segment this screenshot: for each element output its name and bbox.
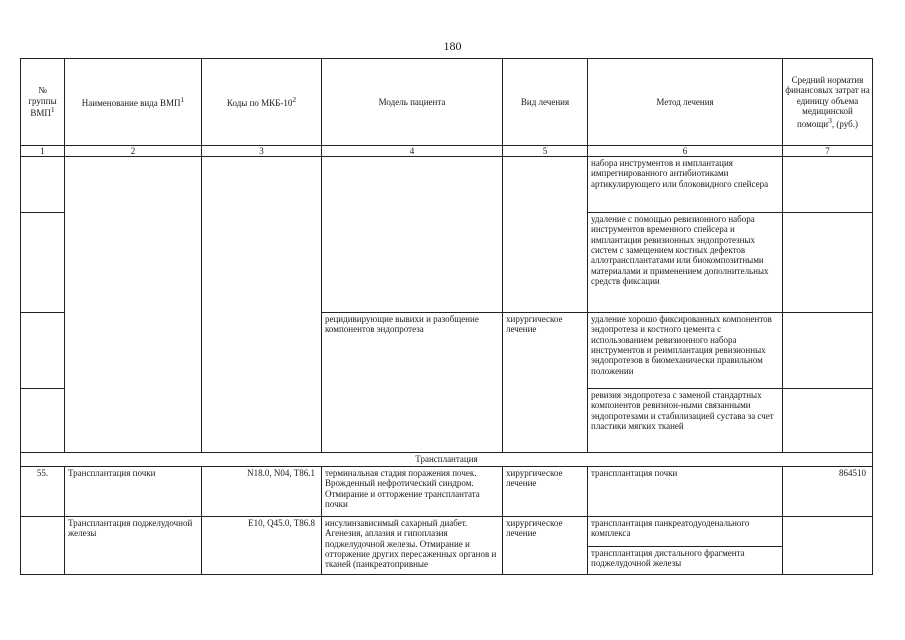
cell-empty: [783, 517, 873, 575]
cell-patient-model: инсулинзависимый сахарный диабет. Агенезия, аплазия и гипоплазия поджелудочной железы. Отмирание и отторжение других пересаженных органов и тканей (панкреатопривные: [322, 517, 503, 575]
cell-empty: [503, 157, 588, 313]
vmp-table: [20, 58, 873, 575]
cell-vmp-name: Трансплантация почки: [65, 467, 202, 517]
cell-method: ревизия эндопротеза с заменой стандартных компонентов ревизион-ными связанными эндопротезами и стабилизацией сустава за счет пластики мягких тканей: [588, 389, 783, 453]
cell-method: набора инструментов и имплантация импрегнированного антибиотиками артикулирующего или блоковидного спейсера: [588, 157, 783, 213]
cell-method: трансплантация дистального фрагмента поджелудочной железы: [588, 547, 783, 575]
cell-empty: [202, 157, 322, 453]
column-number: 1: [21, 146, 65, 157]
header-icd-codes: Коды по МКБ-$10^2$: [202, 59, 322, 146]
cell-empty: [21, 157, 65, 213]
cell-empty: [322, 157, 503, 313]
cell-group-number: 55.: [21, 467, 65, 517]
column-number: 4: [322, 146, 503, 157]
column-number: 3: [202, 146, 322, 157]
cell-method: трансплантация панкреатодуоденального комплекса: [588, 517, 783, 547]
table-row: [21, 517, 873, 547]
cell-treatment-type: хирургическое лечение: [503, 313, 588, 453]
column-number-row: [21, 146, 873, 157]
header-group-number: № группы ВМП$^1$: [21, 59, 65, 146]
table-row: [21, 467, 873, 517]
section-title: Трансплантация: [21, 453, 873, 467]
header-treatment-type: Вид лечения: [503, 59, 588, 146]
cell-empty: [783, 157, 873, 213]
column-number: 7: [783, 146, 873, 157]
column-number: 6: [588, 146, 783, 157]
page-number: 180: [443, 39, 462, 53]
cell-empty: [21, 213, 65, 313]
cell-cost: 864510: [783, 467, 873, 517]
cell-empty: [783, 213, 873, 313]
header-treatment-method: Метод лечения: [588, 59, 783, 146]
cell-empty: [783, 313, 873, 389]
column-number: 2: [65, 146, 202, 157]
cell-vmp-name: Трансплантация поджелудочной железы: [65, 517, 202, 575]
header-patient-model: Модель пациента: [322, 59, 503, 146]
cell-empty: [21, 313, 65, 389]
cell-empty: [21, 389, 65, 453]
header-vmp-name: Наименование вида ВМП$^1$: [65, 59, 202, 146]
table-row: [21, 157, 873, 213]
cell-method: удаление хорошо фиксированных компонентов эндопротеза и костного цемента с использованием ревизионного набора инструментов и реимплантация ревизионных эндопротезов в биомеханически правильном положении: [588, 313, 783, 389]
header-average-cost: Средний норматив финансовых затрат на единицу объема медицинской помощи$^3$, (руб.): [783, 59, 873, 146]
cell-patient-model: рецидивирующие вывихи и разобщение компонентов эндопротеза: [322, 313, 503, 453]
cell-treatment-type: хирургическое лечение: [503, 517, 588, 575]
header-row: [21, 59, 873, 146]
cell-icd-codes: N18.0, N04, T86.1: [202, 467, 322, 517]
cell-empty: [21, 517, 65, 575]
cell-treatment-type: хирургическое лечение: [503, 467, 588, 517]
cell-empty: [65, 157, 202, 453]
cell-empty: [783, 389, 873, 453]
cell-patient-model: терминальная стадия поражения почек. Врожденный нефротический синдром. Отмирание и отторжение трансплантата почки: [322, 467, 503, 517]
cell-method: удаление с помощью ревизионного набора инструментов временного спейсера и имплантация ревизионных эндопротезных систем с замещением костных дефектов аллотрансплантатами или биокомпозитными материалами и применением дополнительных средств фиксации: [588, 213, 783, 313]
cell-method: трансплантация почки: [588, 467, 783, 517]
column-number: 5: [503, 146, 588, 157]
section-row: [21, 453, 873, 467]
cell-icd-codes: E10, Q45.0, T86.8: [202, 517, 322, 575]
